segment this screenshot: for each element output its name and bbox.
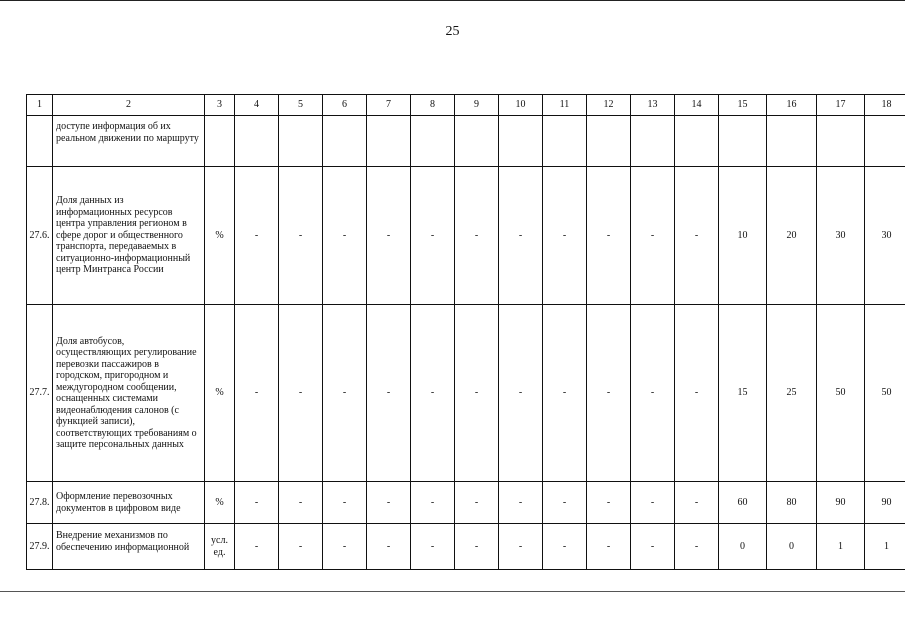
column-header: 14: [675, 95, 719, 116]
value-cell: -: [235, 167, 279, 305]
value-cell: -: [631, 524, 675, 570]
value-cell: [865, 116, 905, 167]
value-cell: -: [323, 524, 367, 570]
table-row: [27, 167, 905, 305]
column-header: 3: [205, 95, 235, 116]
page-number: 25: [445, 24, 460, 39]
value-cell: -: [499, 305, 543, 482]
value-cell: -: [587, 305, 631, 482]
value-cell: 90: [817, 482, 865, 524]
value-cell: -: [455, 305, 499, 482]
column-header: 13: [631, 95, 675, 116]
table-row: [27, 482, 905, 524]
value-cell: -: [543, 167, 587, 305]
unit-cell: %: [205, 167, 235, 305]
column-header: 16: [767, 95, 817, 116]
row-number: 27.7.: [27, 305, 53, 482]
table-row: [27, 116, 905, 167]
value-cell: -: [235, 305, 279, 482]
indicator-name: Доля данных из информационных ресурсов центра управления регионом в сфере дорог и общественного транспорта, передаваемых в ситуационно-информационный центр Минтранса России: [53, 167, 205, 305]
value-cell: -: [367, 482, 411, 524]
table-row: [27, 305, 905, 482]
value-cell: -: [631, 305, 675, 482]
value-cell: -: [543, 524, 587, 570]
row-number: 27.9.: [27, 524, 53, 570]
value-cell: -: [543, 482, 587, 524]
value-cell: 60: [719, 482, 767, 524]
column-header: 17: [817, 95, 865, 116]
value-cell: -: [587, 524, 631, 570]
page-top-border: [0, 0, 905, 1]
value-cell: 50: [865, 305, 905, 482]
value-cell: -: [455, 482, 499, 524]
row-number: 27.8.: [27, 482, 53, 524]
value-cell: -: [587, 482, 631, 524]
value-cell: [817, 116, 865, 167]
value-cell: [235, 116, 279, 167]
value-cell: -: [411, 524, 455, 570]
value-cell: -: [367, 167, 411, 305]
value-cell: -: [411, 305, 455, 482]
value-cell: -: [499, 524, 543, 570]
value-cell: -: [323, 167, 367, 305]
value-cell: 0: [767, 524, 817, 570]
value-cell: -: [455, 167, 499, 305]
value-cell: -: [587, 167, 631, 305]
row-number: [27, 116, 53, 167]
column-header: 1: [27, 95, 53, 116]
value-cell: -: [675, 482, 719, 524]
value-cell: -: [499, 482, 543, 524]
value-cell: -: [411, 482, 455, 524]
value-cell: -: [279, 167, 323, 305]
value-cell: -: [675, 524, 719, 570]
data-table: [26, 94, 905, 570]
value-cell: 1: [817, 524, 865, 570]
unit-cell: %: [205, 482, 235, 524]
value-cell: [411, 116, 455, 167]
value-cell: [719, 116, 767, 167]
column-header: 9: [455, 95, 499, 116]
value-cell: 30: [865, 167, 905, 305]
table-row: [27, 524, 905, 570]
column-header: 10: [499, 95, 543, 116]
column-header: 8: [411, 95, 455, 116]
value-cell: -: [455, 524, 499, 570]
value-cell: [767, 116, 817, 167]
column-header: 11: [543, 95, 587, 116]
value-cell: -: [675, 167, 719, 305]
unit-cell: [205, 116, 235, 167]
column-header: 5: [279, 95, 323, 116]
value-cell: -: [631, 167, 675, 305]
column-header: 18: [865, 95, 905, 116]
value-cell: 80: [767, 482, 817, 524]
value-cell: -: [367, 524, 411, 570]
value-cell: [279, 116, 323, 167]
value-cell: -: [235, 524, 279, 570]
value-cell: -: [235, 482, 279, 524]
column-header: 15: [719, 95, 767, 116]
value-cell: -: [279, 305, 323, 482]
value-cell: [631, 116, 675, 167]
value-cell: 20: [767, 167, 817, 305]
value-cell: [323, 116, 367, 167]
value-cell: 25: [767, 305, 817, 482]
indicator-name: доступе информация об их реальном движении по маршруту: [53, 116, 205, 167]
value-cell: [499, 116, 543, 167]
value-cell: [543, 116, 587, 167]
value-cell: -: [499, 167, 543, 305]
value-cell: -: [631, 482, 675, 524]
value-cell: 1: [865, 524, 905, 570]
column-header: 6: [323, 95, 367, 116]
value-cell: [675, 116, 719, 167]
value-cell: -: [411, 167, 455, 305]
value-cell: -: [543, 305, 587, 482]
page-bottom-border: [0, 591, 905, 592]
row-number: 27.6.: [27, 167, 53, 305]
value-cell: 10: [719, 167, 767, 305]
value-cell: -: [675, 305, 719, 482]
value-cell: -: [279, 524, 323, 570]
value-cell: 30: [817, 167, 865, 305]
indicator-name: Внедрение механизмов по обеспечению информационной: [53, 524, 205, 570]
indicator-name: Доля автобусов, осуществляющих регулирование перевозки пассажиров в городском, пригородном и междугородном сообщении, оснащенных системами видеонаблюдения салонов (с функцией записи), соответствующих требованиям о защите персональных данных: [53, 305, 205, 482]
value-cell: 15: [719, 305, 767, 482]
value-cell: [367, 116, 411, 167]
unit-cell: усл. ед.: [205, 524, 235, 570]
value-cell: -: [279, 482, 323, 524]
value-cell: -: [323, 305, 367, 482]
value-cell: [587, 116, 631, 167]
column-header: 7: [367, 95, 411, 116]
column-header: 12: [587, 95, 631, 116]
value-cell: 90: [865, 482, 905, 524]
value-cell: -: [367, 305, 411, 482]
value-cell: 0: [719, 524, 767, 570]
header-row: [27, 95, 905, 116]
unit-cell: %: [205, 305, 235, 482]
value-cell: -: [323, 482, 367, 524]
column-header: 4: [235, 95, 279, 116]
indicator-name: Оформление перевозочных документов в цифровом виде: [53, 482, 205, 524]
value-cell: 50: [817, 305, 865, 482]
column-header: 2: [53, 95, 205, 116]
value-cell: [455, 116, 499, 167]
